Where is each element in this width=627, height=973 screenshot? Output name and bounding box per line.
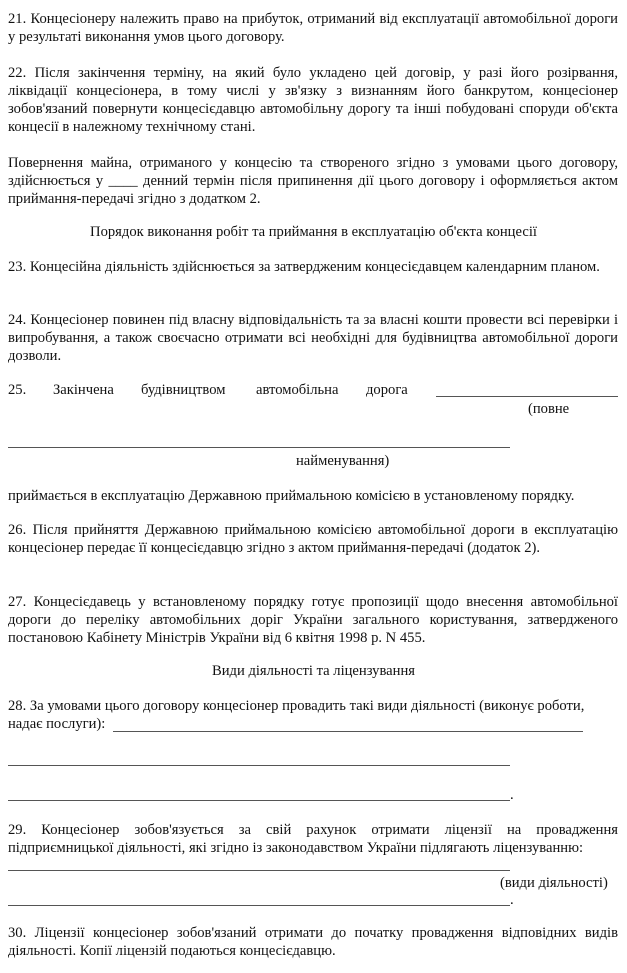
- paragraph-22-return-part1: Повернення майна, отриманого у концесію та створеного згідно з умовами цього договору, здійснюється у: [8, 155, 618, 189]
- p28-period: .: [510, 787, 514, 803]
- p25-hint-name: найменування): [296, 453, 390, 469]
- p29-text: 29. Концесіонер зобов'язується за свій рахунок отримати ліцензії на провадження підприємницької діяльності, які згідно із законодавством України підлягають ліцензуванню:: [8, 822, 618, 856]
- days-blank: ____: [108, 173, 138, 189]
- road-name-blank-line-2: [8, 447, 510, 448]
- p29-hint: (види діяльності): [500, 875, 608, 891]
- licenses-blank-line-1: [8, 870, 510, 871]
- paragraph-22: 22. Після закінчення терміну, на який було укладено цей договір, у разі його розірвання, ліквідації концесіонера, в тому числі у зв'язку з визнанням його банкрутом, концесіонер зобов'язаний повернути концесієдавцю автомобільну дорогу та інші побудовані споруди об'єкта концесії в належному технічному стані.: [8, 65, 618, 135]
- p25-word: автомобільна: [256, 382, 339, 398]
- activities-blank-line-2: [8, 765, 510, 766]
- paragraph-25-continuation: приймається в експлуатацію Державною приймальною комісією в установленому порядку.: [8, 488, 575, 504]
- p25-word: Закінчена: [53, 382, 114, 398]
- paragraph-22-return-part2: денний термін після припинення дії цього договору і оформляється актом приймання-передачі згідно з додатком 2.: [8, 173, 618, 207]
- section-title-activities-licensing: Види діяльності та ліцензування: [212, 663, 415, 679]
- paragraph-21: 21. Концесіонеру належить право на прибуток, отриманий від експлуатації автомобільної дороги у результаті виконання умов цього договору.: [8, 11, 618, 45]
- p25-word: будівництвом: [141, 382, 226, 398]
- p28-line1: 28. За умовами цього договору концесіонер провадить такі види діяльності (виконує роботи,: [8, 698, 585, 714]
- p25-word: дорога: [366, 382, 408, 398]
- paragraph-23: 23. Концесійна діяльність здійснюється за затвердженим концесієдавцем календарним планом.: [8, 259, 600, 275]
- road-name-blank-line-1: [436, 396, 618, 397]
- p25-hint-full: (повне: [528, 401, 570, 417]
- p29-period: .: [510, 892, 514, 908]
- paragraph-27: 27. Концесієдавець у встановленому порядку готує пропозиції щодо внесення автомобільної дороги до переліку автомобільних доріг України загального користування, затвердженого постановою Кабінету Міністрів України від 6 квітня 1998 р. N 455.: [8, 594, 618, 646]
- section-title-works-acceptance: Порядок виконання робіт та приймання в експлуатацію об'єкта концесії: [90, 224, 537, 240]
- paragraph-26: 26. Після прийняття Державною приймальною комісією автомобільної дороги в експлуатацію концесіонер передає її концесієдавцю згідно з актом приймання-передачі (додаток 2).: [8, 522, 618, 556]
- p28-line2: надає послуги):: [8, 716, 106, 732]
- paragraph-24: 24. Концесіонер повинен під власну відповідальність та за власні кошти провести всі перевірки і випробування, а також своєчасно отримати всі необхідні для будівництва автомобільної дороги дозволи.: [8, 312, 618, 364]
- activities-blank-line-3: [8, 800, 510, 801]
- paragraph-22-return: [8, 154, 618, 208]
- paragraph-30: 30. Ліцензії концесіонер зобов'язаний отримати до початку провадження відповідних видів діяльності. Копії ліцензій подаються концесієдавцю.: [8, 925, 618, 959]
- licenses-blank-line-2: [8, 905, 510, 906]
- activities-blank-line-1: [113, 731, 583, 732]
- p25-number: 25.: [8, 382, 27, 398]
